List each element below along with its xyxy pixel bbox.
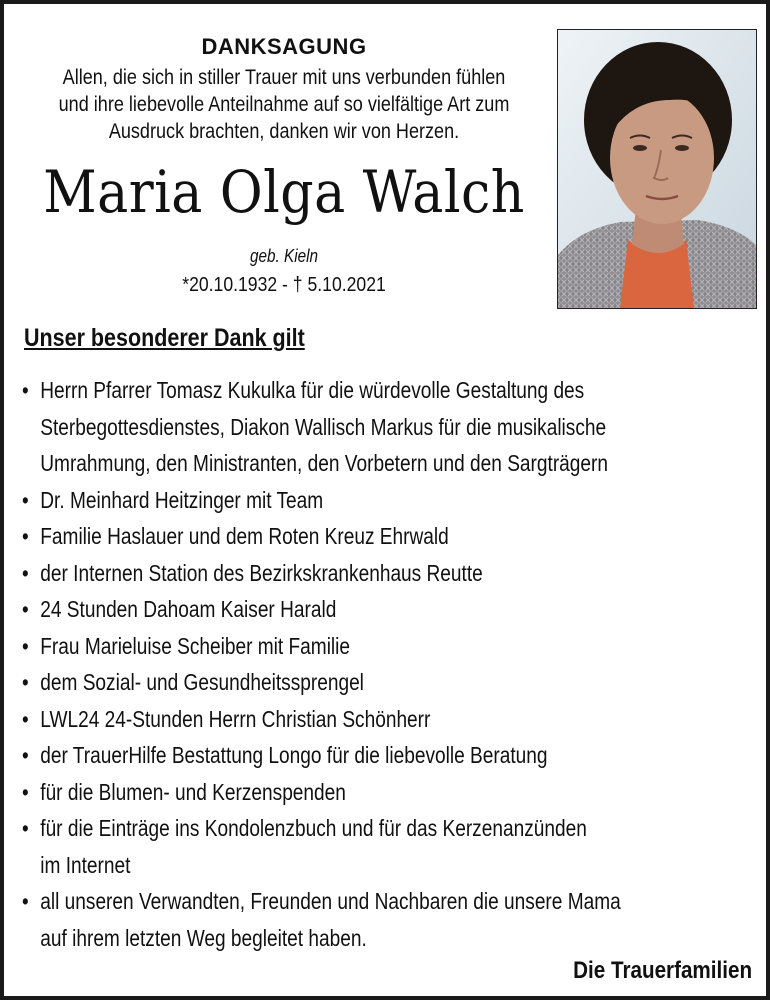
bullet-icon: • — [22, 632, 29, 659]
bullet-icon: • — [22, 815, 29, 841]
signature: Die Trauerfamilien — [573, 957, 752, 984]
list-item — [22, 628, 686, 665]
bullet-icon: • — [22, 377, 29, 403]
list-item — [22, 883, 686, 956]
list-item-line: Herrn Pfarrer Tomasz Kukulka für die würdevolle Gestaltung des — [40, 377, 585, 403]
bullet-icon: • — [22, 705, 29, 732]
list-item — [22, 482, 686, 519]
bullet-icon: • — [22, 523, 29, 549]
heading: DANKSAGUNG — [201, 34, 367, 59]
intro-text — [52, 64, 516, 145]
list-item — [22, 701, 686, 738]
list-item-line: für die Blumen- und Kerzenspenden — [40, 778, 346, 805]
thanks-heading: Unser besonderer Dank gilt — [24, 324, 305, 352]
list-item — [22, 591, 686, 628]
list-item-line: Frau Marieluise Scheiber mit Familie — [40, 632, 351, 659]
list-item — [22, 737, 686, 774]
list-item-line: auf ihrem letzten Weg begleitet haben. — [40, 924, 367, 951]
list-item — [22, 664, 686, 701]
list-item — [22, 372, 686, 482]
list-item-line: Dr. Meinhard Heitzinger mit Team — [40, 486, 324, 513]
portrait-photo — [557, 29, 757, 309]
portrait-icon — [558, 30, 756, 308]
list-item-line: für die Einträge ins Kondolenzbuch und für das Kerzenanzünden — [40, 815, 587, 841]
list-item-line: dem Sozial- und Gesundheitssprengel — [40, 669, 364, 695]
list-item-line: Familie Haslauer und dem Roten Kreuz Ehrwald — [40, 523, 449, 549]
list-item — [22, 518, 686, 555]
list-item — [22, 555, 686, 592]
list-item-line: all unseren Verwandten, Freunden und Nachbaren die unsere Mama — [40, 888, 621, 914]
bullet-icon: • — [22, 486, 29, 513]
bullet-icon: • — [22, 778, 29, 805]
bullet-icon: • — [22, 669, 29, 695]
bullet-icon: • — [22, 742, 29, 768]
intro-line: Ausdruck brachten, danken wir von Herzen. — [108, 120, 460, 143]
intro-line: Allen, die sich in stiller Trauer mit uns verbunden fühlen — [62, 66, 506, 89]
life-dates: *20.10.1932 - † 5.10.2021 — [182, 274, 386, 296]
list-item-line: 24 Stunden Dahoam Kaiser Harald — [40, 596, 337, 622]
thanks-list — [22, 372, 686, 956]
list-item-line: der TrauerHilfe Bestattung Longo für die liebevolle Beratung — [40, 742, 548, 768]
list-item-line: der Internen Station des Bezirkskrankenhaus Reutte — [40, 559, 483, 586]
bullet-icon: • — [22, 888, 29, 914]
deceased-name: Maria Olga Walch — [43, 158, 525, 226]
bullet-icon: • — [22, 559, 29, 586]
bullet-icon: • — [22, 596, 29, 622]
list-item-line: LWL24 24-Stunden Herrn Christian Schönherr — [40, 705, 431, 732]
list-item — [22, 810, 686, 883]
list-item-line: im Internet — [40, 851, 131, 878]
intro-line: und ihre liebevolle Anteilnahme auf so vielfältige Art zum — [58, 93, 510, 116]
list-item-line: Sterbegottesdienstes, Diakon Wallisch Markus für die musikalische — [40, 413, 607, 440]
list-item — [22, 774, 686, 811]
birth-name: geb. Kieln — [249, 246, 319, 266]
list-item-line: Umrahmung, den Ministranten, den Vorbetern und den Sargträgern — [40, 450, 609, 476]
